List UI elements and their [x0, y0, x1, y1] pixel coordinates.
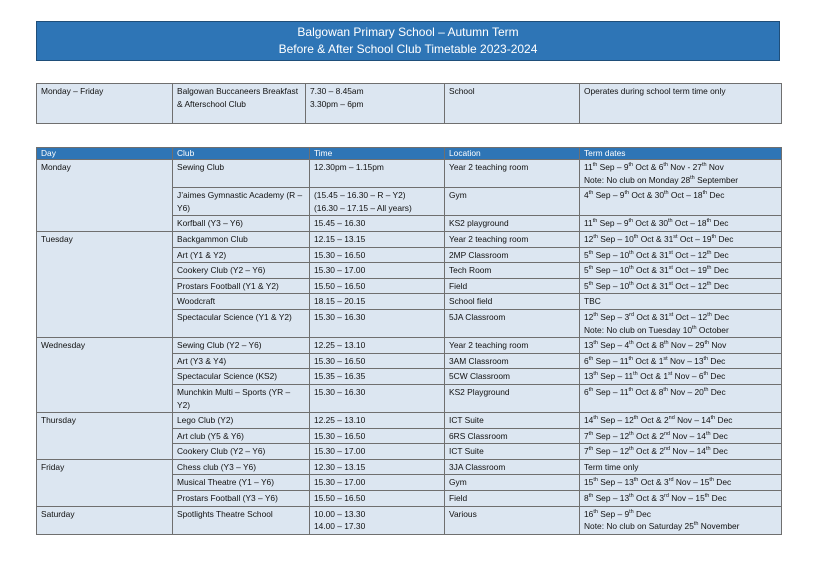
term-dates-cell: 16th Sep – 9th Dec Note: No club on Saturday 25th November — [580, 506, 782, 534]
location-cell: Gym — [445, 188, 580, 216]
club-cell: Art club (Y5 & Y6) — [173, 428, 310, 444]
term-dates-cell: 6th Sep – 11th Oct & 8th Nov – 20th Dec — [580, 384, 782, 412]
time-cell: 12.15 – 13.15 — [310, 231, 445, 247]
club-cell: Spectacular Science (KS2) — [173, 369, 310, 385]
term-dates-cell: 7th Sep – 12th Oct & 2nd Nov – 14th Dec — [580, 444, 782, 460]
term-dates-cell: 7th Sep – 12th Oct & 2nd Nov – 14th Dec — [580, 428, 782, 444]
club-cell: Chess club (Y3 – Y6) — [173, 459, 310, 475]
time-cell: 12.25 – 13.10 — [310, 338, 445, 354]
column-header-day: Day — [37, 148, 173, 160]
term-dates-cell: 5th Sep – 10th Oct & 31st Oct – 12th Dec — [580, 278, 782, 294]
club-cell: Cookery Club (Y2 – Y6) — [173, 444, 310, 460]
summary-row — [37, 84, 782, 124]
term-dates-cell: 6th Sep – 11th Oct & 1st Nov – 13th Dec — [580, 353, 782, 369]
summary-time — [306, 84, 445, 124]
club-cell: Prostars Football (Y1 & Y2) — [173, 278, 310, 294]
location-cell: ICT Suite — [445, 444, 580, 460]
time-cell: 15.30 – 17.00 — [310, 475, 445, 491]
term-dates-cell: 8th Sep – 13th Oct & 3rd Nov – 15th Dec — [580, 491, 782, 507]
summary-days: Monday – Friday — [37, 84, 173, 124]
time-cell: 15.30 – 16.30 — [310, 384, 445, 412]
location-cell: 3AM Classroom — [445, 353, 580, 369]
term-dates-cell: TBC — [580, 294, 782, 310]
summary-note: Operates during school term time only — [580, 84, 782, 124]
timetable-table — [36, 147, 782, 535]
time-cell: 15.30 – 16.50 — [310, 428, 445, 444]
time-cell: 15.45 – 16.30 — [310, 216, 445, 232]
location-cell: Various — [445, 506, 580, 534]
day-cell: Monday — [37, 160, 173, 232]
location-cell: Field — [445, 278, 580, 294]
day-cell: Wednesday — [37, 338, 173, 413]
page-title: Balgowan Primary School – Autumn Term — [297, 25, 519, 39]
club-cell: Woodcraft — [173, 294, 310, 310]
day-cell: Thursday — [37, 413, 173, 460]
club-cell: Lego Club (Y2) — [173, 413, 310, 429]
time-cell: 15.35 – 16.35 — [310, 369, 445, 385]
location-cell: Tech Room — [445, 263, 580, 279]
club-cell: Munchkin Multi – Sports (YR – Y2) — [173, 384, 310, 412]
term-dates-cell: 14th Sep – 12th Oct & 2nd Nov – 14th Dec — [580, 413, 782, 429]
location-cell: Year 2 teaching room — [445, 160, 580, 188]
club-cell: Art (Y3 & Y4) — [173, 353, 310, 369]
term-dates-cell: 11th Sep – 9th Oct & 30th Oct – 18th Dec — [580, 216, 782, 232]
club-cell: Spectacular Science (Y1 & Y2) — [173, 309, 310, 337]
term-dates-cell: 5th Sep – 10th Oct & 31st Oct – 12th Dec — [580, 247, 782, 263]
location-cell: Gym — [445, 475, 580, 491]
time-cell: 15.30 – 16.30 — [310, 309, 445, 337]
time-cell: 15.30 – 16.50 — [310, 353, 445, 369]
summary-time-morning: 7.30 – 8.45am — [310, 86, 364, 96]
time-cell: 12.30 – 13.15 — [310, 459, 445, 475]
club-cell: Spotlights Theatre School — [173, 506, 310, 534]
time-cell: 12.30pm – 1.15pm — [310, 160, 445, 188]
location-cell: 5JA Classroom — [445, 309, 580, 337]
club-cell: Musical Theatre (Y1 – Y6) — [173, 475, 310, 491]
location-cell: 5CW Classroom — [445, 369, 580, 385]
term-dates-cell: 13th Sep – 4th Oct & 8th Nov – 29th Nov — [580, 338, 782, 354]
club-cell: Sewing Club — [173, 160, 310, 188]
location-cell: KS2 playground — [445, 216, 580, 232]
page-subtitle: Before & After School Club Timetable 2023-2024 — [278, 42, 538, 56]
table-row — [37, 459, 782, 475]
location-cell: ICT Suite — [445, 413, 580, 429]
timetable-body — [37, 160, 782, 535]
time-cell: 10.00 – 13.30 14.00 – 17.30 — [310, 506, 445, 534]
time-cell: 15.50 – 16.50 — [310, 278, 445, 294]
summary-time-afternoon: 3.30pm – 6pm — [310, 98, 364, 109]
time-cell: 18.15 – 20.15 — [310, 294, 445, 310]
term-dates-cell: 12th Sep – 10th Oct & 31st Oct – 19th Dec — [580, 231, 782, 247]
club-cell: Prostars Football (Y3 – Y6) — [173, 491, 310, 507]
table-row — [37, 160, 782, 188]
location-cell: Field — [445, 491, 580, 507]
term-dates-cell: 15th Sep – 13th Oct & 3rd Nov – 15th Dec — [580, 475, 782, 491]
table-row — [37, 231, 782, 247]
location-cell: KS2 Playground — [445, 384, 580, 412]
timetable-header-row — [37, 148, 782, 160]
time-cell: 15.30 – 17.00 — [310, 263, 445, 279]
table-row — [37, 338, 782, 354]
time-cell: 15.30 – 16.50 — [310, 247, 445, 263]
term-dates-cell: 11th Sep – 9th Oct & 6th Nov - 27th Nov Note: No club on Monday 28th September — [580, 160, 782, 188]
table-row — [37, 413, 782, 429]
club-cell: Korfball (Y3 – Y6) — [173, 216, 310, 232]
location-cell: 3JA Classroom — [445, 459, 580, 475]
column-header-time: Time — [310, 148, 445, 160]
column-header-location: Location — [445, 148, 580, 160]
timetable-header — [36, 21, 780, 61]
column-header-term-dates: Term dates — [580, 148, 782, 160]
club-cell: Backgammon Club — [173, 231, 310, 247]
time-cell: 12.25 – 13.10 — [310, 413, 445, 429]
club-cell: Cookery Club (Y2 – Y6) — [173, 263, 310, 279]
term-dates-cell: 12th Sep – 3rd Oct & 31st Oct – 12th Dec Note: No club on Tuesday 10th October — [580, 309, 782, 337]
summary-location: School — [445, 84, 580, 124]
term-dates-cell: 5th Sep – 10th Oct & 31st Oct – 19th Dec — [580, 263, 782, 279]
term-dates-cell: Term time only — [580, 459, 782, 475]
location-cell: 6RS Classroom — [445, 428, 580, 444]
term-dates-cell: 4th Sep – 9th Oct & 30th Oct – 18th Dec — [580, 188, 782, 216]
location-cell: Year 2 teaching room — [445, 231, 580, 247]
club-cell: Sewing Club (Y2 – Y6) — [173, 338, 310, 354]
table-row — [37, 506, 782, 534]
location-cell: School field — [445, 294, 580, 310]
club-cell: Art (Y1 & Y2) — [173, 247, 310, 263]
time-cell: 15.50 – 16.50 — [310, 491, 445, 507]
location-cell: Year 2 teaching room — [445, 338, 580, 354]
time-cell: (15.45 – 16.30 – R – Y2) (16.30 – 17.15 – All years) — [310, 188, 445, 216]
summary-table — [36, 83, 782, 124]
term-dates-cell: 13th Sep – 11th Oct & 1st Nov – 6th Dec — [580, 369, 782, 385]
day-cell: Tuesday — [37, 231, 173, 337]
summary-club: Balgowan Buccaneers Breakfast & Afterschool Club — [173, 84, 306, 124]
day-cell: Friday — [37, 459, 173, 506]
location-cell: 2MP Classroom — [445, 247, 580, 263]
column-header-club: Club — [173, 148, 310, 160]
club-cell: J’aimes Gymnastic Academy (R – Y6) — [173, 188, 310, 216]
time-cell: 15.30 – 17.00 — [310, 444, 445, 460]
day-cell: Saturday — [37, 506, 173, 534]
